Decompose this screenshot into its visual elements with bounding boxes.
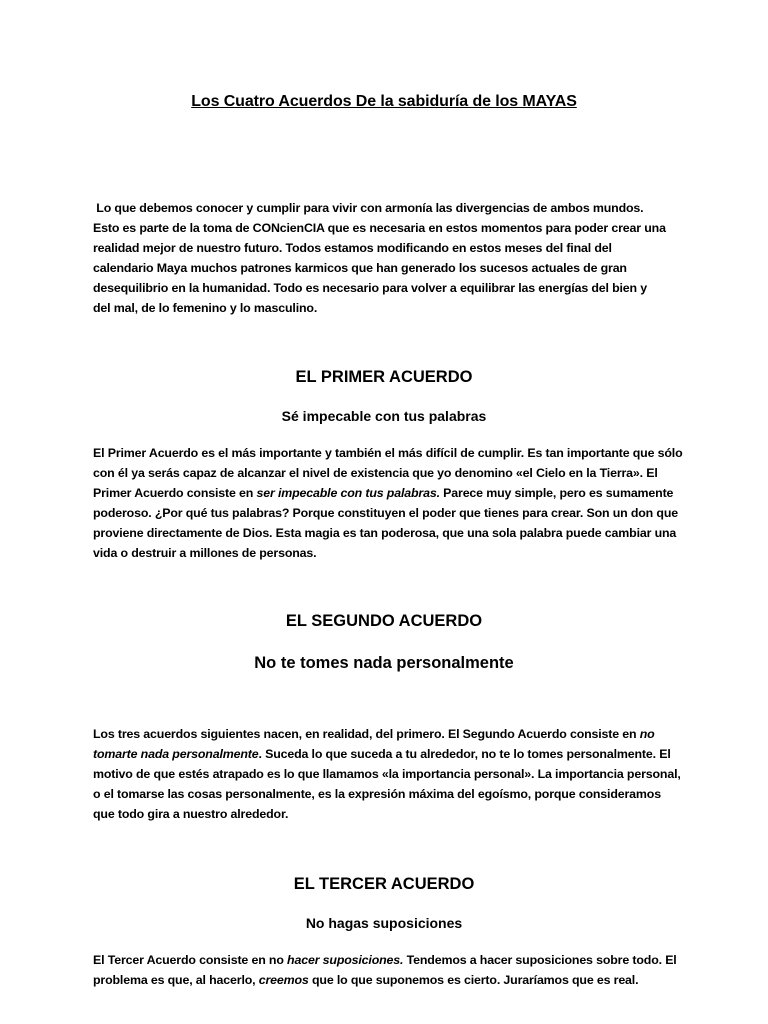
paragraph-emphasis: hacer suposiciones.	[287, 953, 404, 967]
paragraph-text: El Primer Acuerdo es el más importante y también el más difícil de cumplir. Es tan importante que sólo con él ya serás capaz de alcanzar el nivel de existencia que yo denomino «el Cielo en la Tierra». El Primer Acuerdo consiste en	[93, 446, 683, 500]
tercer-acuerdo-heading: EL TERCER ACUERDO	[293, 875, 475, 893]
paragraph-text: El Tercer Acuerdo consiste en no	[93, 953, 288, 967]
intro-line: desequilibrio en la humanidad. Todo es necesario para volver a equilibrar las energías del bien y	[93, 281, 647, 295]
intro-line: realidad mejor de nuestro futuro. Todos estamos modificando en estos meses del final del	[93, 241, 612, 255]
paragraph-emphasis: creemos	[258, 973, 309, 987]
intro-paragraph	[93, 198, 685, 318]
intro-line: Esto es parte de la toma de CONcienCIA que es necesaria en estos momentos para poder crear una	[93, 221, 666, 235]
paragraph-text: que lo que suponemos es cierto. Juraríamos que es real.	[308, 973, 639, 987]
intro-line: calendario Maya muchos patrones karmicos que han generado los sucesos actuales de gran	[93, 261, 627, 275]
document-title: Los Cuatro Acuerdos De la sabiduría de los MAYAS	[191, 93, 577, 110]
primer-acuerdo-subheading: Sé impecable con tus palabras	[281, 408, 487, 424]
segundo-acuerdo-subheading: No te tomes nada personalmente	[254, 654, 514, 672]
segundo-acuerdo-heading: EL SEGUNDO ACUERDO	[285, 612, 483, 630]
intro-line: Lo que debemos conocer y cumplir para vivir con armonía las divergencias de ambos mundos.	[93, 201, 644, 215]
tercer-acuerdo-paragraph	[93, 950, 685, 990]
primer-acuerdo-paragraph	[93, 443, 685, 563]
paragraph-text: Parece muy simple, pero es sumamente poderoso. ¿Por qué tus palabras? Porque constituyen el poder que tienes para crear. Son un don que proviene directamente de Dios. Esta magia es tan poderosa, que una sola palabra puede cambiar una vida o destruir a millones de personas.	[93, 486, 678, 560]
paragraph-text: . Suceda lo que suceda a tu alrededor, no te lo tomes personalmente. El motivo de que estés atrapado es lo que llamamos «la importancia personal». La importancia personal, o el tomarse las cosas personalmente, es la expresión máxima del egoísmo, porque consideramos que todo gira a nuestro alrededor.	[93, 747, 681, 821]
paragraph-emphasis: no tomarte nada personalmente	[93, 727, 655, 761]
tercer-acuerdo-subheading: No hagas suposiciones	[305, 915, 463, 931]
segundo-acuerdo-paragraph	[93, 724, 685, 824]
intro-line: del mal, de lo femenino y lo masculino.	[93, 301, 318, 315]
paragraph-text: Tendemos a hacer suposiciones sobre todo. El problema es que, al hacerlo,	[93, 953, 677, 987]
paragraph-emphasis: ser impecable con tus palabras.	[256, 486, 440, 500]
paragraph-text: Los tres acuerdos siguientes nacen, en realidad, del primero. El Segundo Acuerdo consiste en	[93, 727, 640, 741]
primer-acuerdo-heading: EL PRIMER ACUERDO	[295, 368, 473, 386]
